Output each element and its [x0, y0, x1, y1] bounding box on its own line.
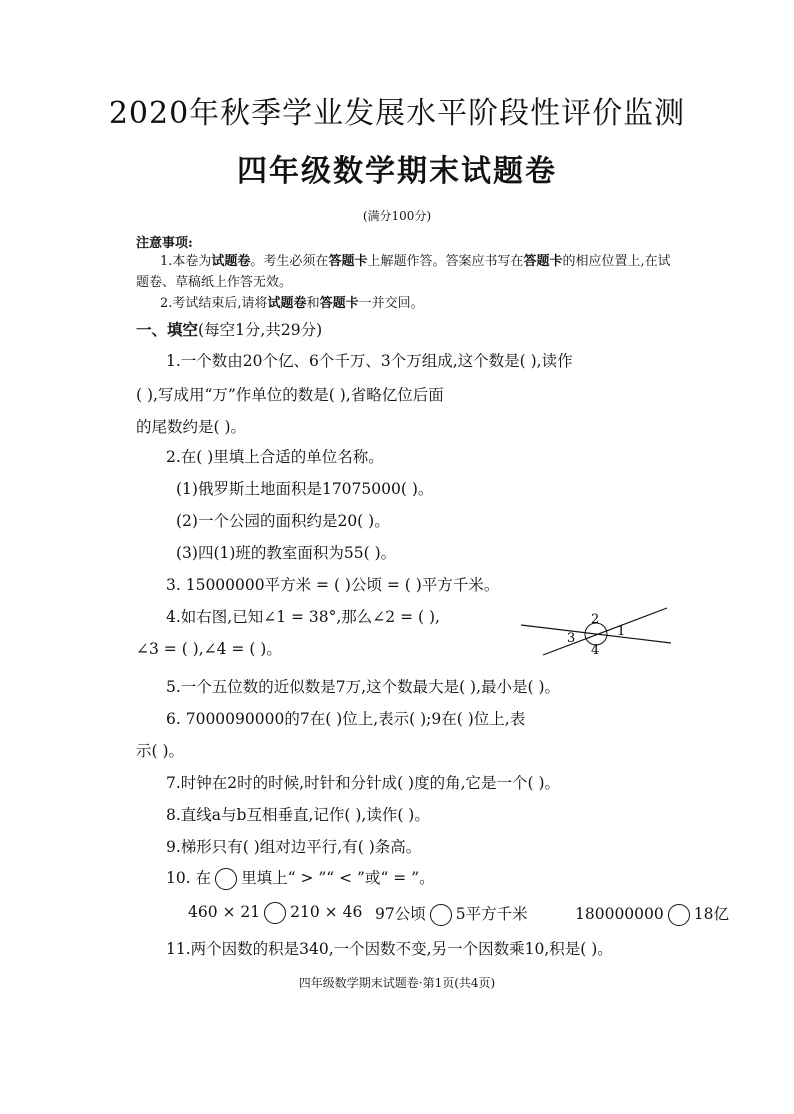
angle-label-2: 2	[591, 612, 600, 627]
question-2-1: (1)俄罗斯土地面积是17075000( )。	[176, 480, 434, 498]
notice-heading: 注意事项:	[136, 236, 193, 251]
section-heading: 一、填空(每空1分,共29分)	[136, 320, 323, 339]
question-4-line-2: ∠3 = ( ),∠4 = ( )。	[136, 640, 282, 658]
compare-circle-icon	[430, 904, 452, 926]
page-footer: 四年级数学期末试题卷·第1页(共4页)	[298, 976, 496, 990]
question-8: 8.直线a与b互相垂直,记作( ),读作( )。	[166, 806, 430, 824]
question-1-line-3: 的尾数约是( )。	[136, 418, 247, 436]
exam-subtitle: 四年级数学期末试题卷	[237, 154, 557, 189]
compare-circle-icon	[668, 904, 690, 926]
question-2: 2.在( )里填上合适的单位名称。	[166, 448, 384, 466]
question-10-compare-1: 460 × 21 210 × 46	[188, 902, 362, 924]
question-10: 10. 在 里填上“ > ”“ < ”或“ = ”。	[166, 866, 435, 890]
angle-label-4: 4	[591, 643, 600, 658]
full-score: (满分100分)	[362, 209, 432, 223]
angle-label-3: 3	[567, 631, 576, 646]
question-6-line-1: 6. 7000090000的7在( )位上,表示( );9在( )位上,表	[166, 710, 526, 728]
question-4-line-1: 4.如右图,已知∠1 = 38°,那么∠2 = ( ),	[166, 608, 440, 626]
question-9: 9.梯形只有( )组对边平行,有( )条高。	[166, 838, 422, 856]
notice-item-1: 1.本卷为试题卷。考生必须在答题卡上解题作答。答案应书写在答题卡的相应位置上,在试	[160, 254, 671, 269]
exam-title: 2020年秋季学业发展水平阶段性评价监测	[108, 96, 686, 131]
compare-circle-icon	[264, 902, 286, 924]
question-10-compare-3: 180000000 18亿	[575, 902, 729, 926]
angle-figure	[515, 600, 675, 660]
question-5: 5.一个五位数的近似数是7万,这个数最大是( ),最小是( )。	[166, 678, 561, 696]
question-2-3: (3)四(1)班的教室面积为55( )。	[176, 544, 397, 562]
question-1-line-2: ( ),写成用“万”作单位的数是( ),省略亿位后面	[136, 386, 444, 404]
question-1-line-1: 1.一个数由20个亿、6个千万、3个万组成,这个数是( ),读作	[166, 352, 573, 370]
notice-item-2: 2.考试结束后,请将试题卷和答题卡一并交回。	[160, 296, 424, 311]
question-6-line-2: 示( )。	[136, 742, 185, 760]
notice-item-1-cont: 题卷、草稿纸上作答无效。	[136, 275, 293, 290]
angle-label-1: 1	[617, 624, 626, 639]
question-7: 7.时钟在2时的时候,时针和分针成( )度的角,它是一个( )。	[166, 774, 561, 792]
question-3: 3. 15000000平方米 = ( )公顷 = ( )平方千米。	[166, 576, 500, 594]
compare-circle-icon	[215, 868, 237, 890]
question-10-compare-2: 97公顷 5平方千米	[375, 902, 528, 926]
question-2-2: (2)一个公园的面积约是20( )。	[176, 512, 390, 530]
question-11: 11.两个因数的积是340,一个因数不变,另一个因数乘10,积是( )。	[166, 940, 613, 958]
